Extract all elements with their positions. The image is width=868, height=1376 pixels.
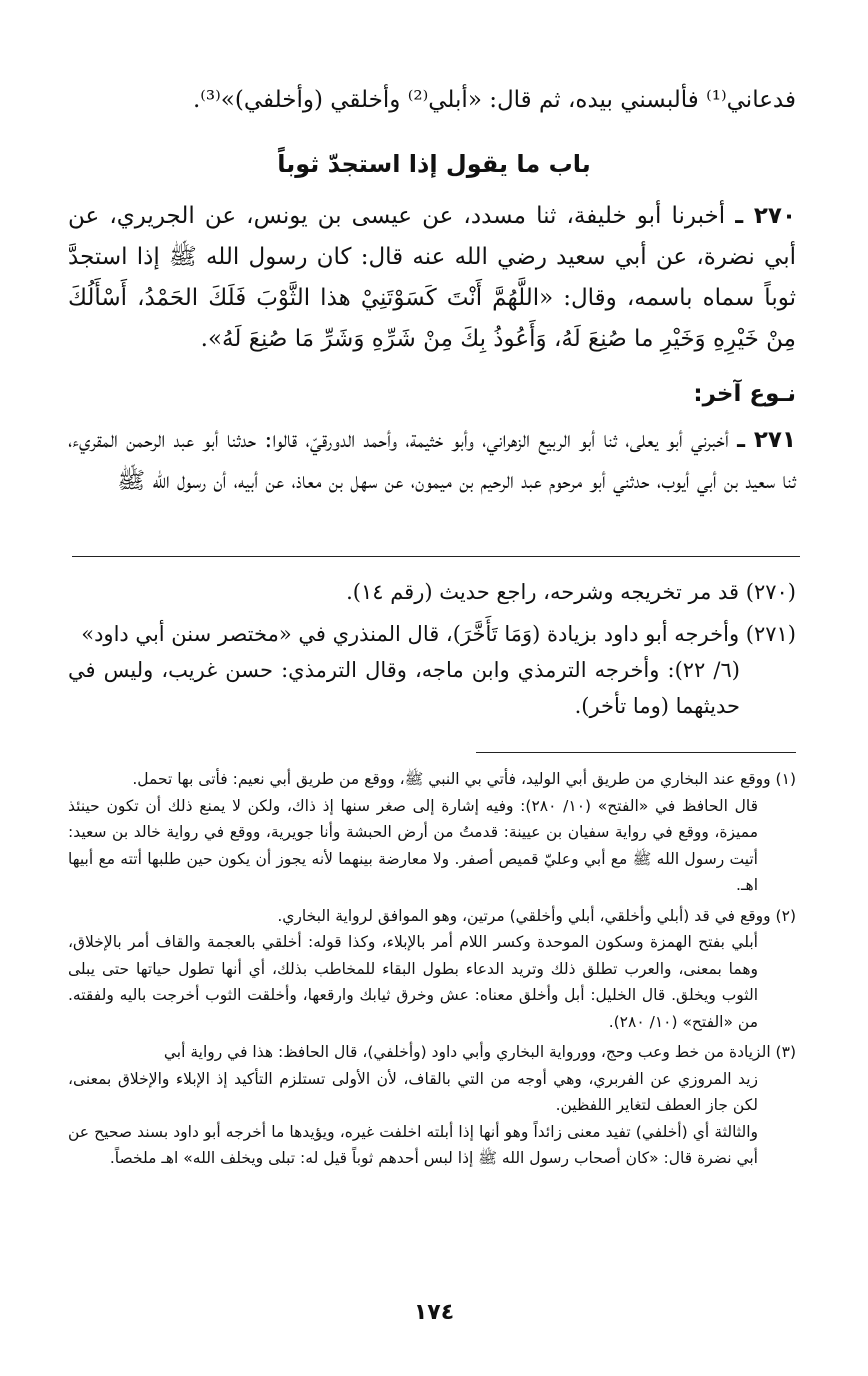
note-body: أبلي بفتح الهمزة وسكون الموحدة وكسر اللام أمر بالإبلاء، وكذا قوله: أخلقي بالعجمة والقاف أمر بالإخلاق، وهما بمعنى، والعرب تطلق ذلك وتريد الدعاء بطول البقاء للمخاطب بذلك، أي أنها تطول حياتها حتى يبلى الثوب ويخلق. قال الخليل: أبل وأخلق معناه: عش وخرق ثيابك وارقعها، وأخلقت الثوب أخرجت باليه ولفقته. من «الفتح» (١٠/ ٢٨٠).: [68, 933, 758, 1031]
opening-line: فدعاني⁽¹⁾ فألبسني بيده، ثم قال: «أبلي⁽²⁾ وأخلقي (وأخلفي)»⁽³⁾.: [192, 87, 796, 113]
note-body: زيد المروزي عن الفربري، وهي أوجه من التي بالقاف، لأن الأولى تستلزم التأكيد إذ الإبلاء والإخلاق بمعنى، لكن جاز العطف لتغاير اللفظين.: [68, 1069, 758, 1114]
note-1: [68, 766, 796, 899]
notes-divider: [476, 752, 796, 753]
takhrij-271: [68, 616, 796, 724]
chapter-title: باب ما يقول إذا استجدّ ثوباً: [277, 150, 591, 178]
hadith-number: ٢٧١ ـ: [737, 427, 797, 453]
hadith-text: أخبرني أبو يعلى، ثنا أبو الربيع الزهراني، وأبو خثيمة، وأحمد الدورقيّ، قالوا: حدثنا أبو عبد الرحمن المقريء، ثنا سعيد بن أبي أيوب، حدثني أبو مرحوم عبد الرحيم بن ميمون، عن سهل بن معاذ، عن أبيه، أن رسول الله ﷺ: [68, 427, 796, 494]
note-head: (٣) الزيادة من خط وعب وحج، وورواية البخاري وأبي داود (وأخلفي)، قال الحافظ: هذا في رواية أبي: [163, 1043, 796, 1061]
note-head: (٢) ووقع في قد (أبلي وأخلقي، أبلي وأخلقي) مرتين، وهو الموافق لرواية البخاري.: [277, 906, 796, 925]
takhrij-271-body: (٦/ ٢٢): وأخرجه الترمذي وابن ماجه، وقال الترمذي: حسن غريب، وليس في حديثهما (وما تأخر).: [68, 658, 740, 718]
page-number: ١٧٤: [413, 1300, 455, 1325]
takhrij-270: (٢٧٠) قد مر تخريجه وشرحه، راجع حديث (رقم ١٤).: [346, 580, 796, 604]
editor-notes: [68, 766, 796, 1176]
note-3: [68, 1039, 796, 1172]
footnote-divider: [72, 556, 800, 557]
note-body: قال الحافظ في «الفتح» (١٠/ ٢٨٠): وفيه إشارة إلى صغر سنها إذ ذاك، ولكن لا يمنع ذلك أن تكون حينئذ مميزة، ووقع في رواية سفيان بن عيينة: قدمتُ من أرض الحبشة وأنا جويرية، ووقع في رواية خالد بن سعيد: أتيت رسول الله ﷺ مع أبي وعليّ قميص أصفر. ولا معارضة بينهما لأنه يجوز أن يكون حين طلبها أتته مع أبيها اهـ.: [68, 796, 758, 894]
hadith-270: [68, 196, 796, 360]
hadith-number: ٢٧٠ ـ: [735, 203, 797, 229]
note-extra: والثالثة أي (أخلفي) تفيد معنى زائداً وهو أنها إذا أبلته اخلفت غيره، ويؤيدها ما أخرجه أبو داود بسند صحيح عن أبي نضرة قال: «كان أصحاب رسول الله ﷺ إذا لبس أحدهم ثوباً قيل له: تبلى ويخلف الله» اهـ ملخصاً.: [68, 1122, 758, 1167]
section-subheading: نـوع آخر:: [693, 381, 796, 407]
note-2: [68, 903, 796, 1036]
hadith-text: أخبرنا أبو خليفة، ثنا مسدد، عن عيسى بن يونس، عن الجريري، عن أبي نضرة، عن أبي سعيد رضي الله عنه قال: كان رسول الله ﷺ إذا استجدَّ ثوباً سماه باسمه، وقال: «اللَّهُمَّ أَنْتَ كَسَوْتَنِيْ هذا الثَّوْبَ فَلَكَ الحَمْدُ، أَسْأَلُكَ مِنْ خَيْرِهِ وَخَيْرِ ما صُنِعَ لَهُ، وَأَعُوذُ بِكَ مِنْ شَرِّهِ وَشَرِّ مَا صُنِعَ لَهُ».: [68, 203, 796, 352]
note-head: (١) ووقع عند البخاري من طريق أبي الوليد، فأتي بي النبي ﷺ، ووقع من طريق أبي نعيم: فأتى بها تحمل.: [132, 770, 796, 788]
takhrij-271-head: (٢٧١) وأخرجه أبو داود بزيادة (وَمَا تَأَخَّرَ)، قال المنذري في «مختصر سنن أبي داود»: [81, 622, 796, 646]
hadith-271: [68, 420, 796, 502]
